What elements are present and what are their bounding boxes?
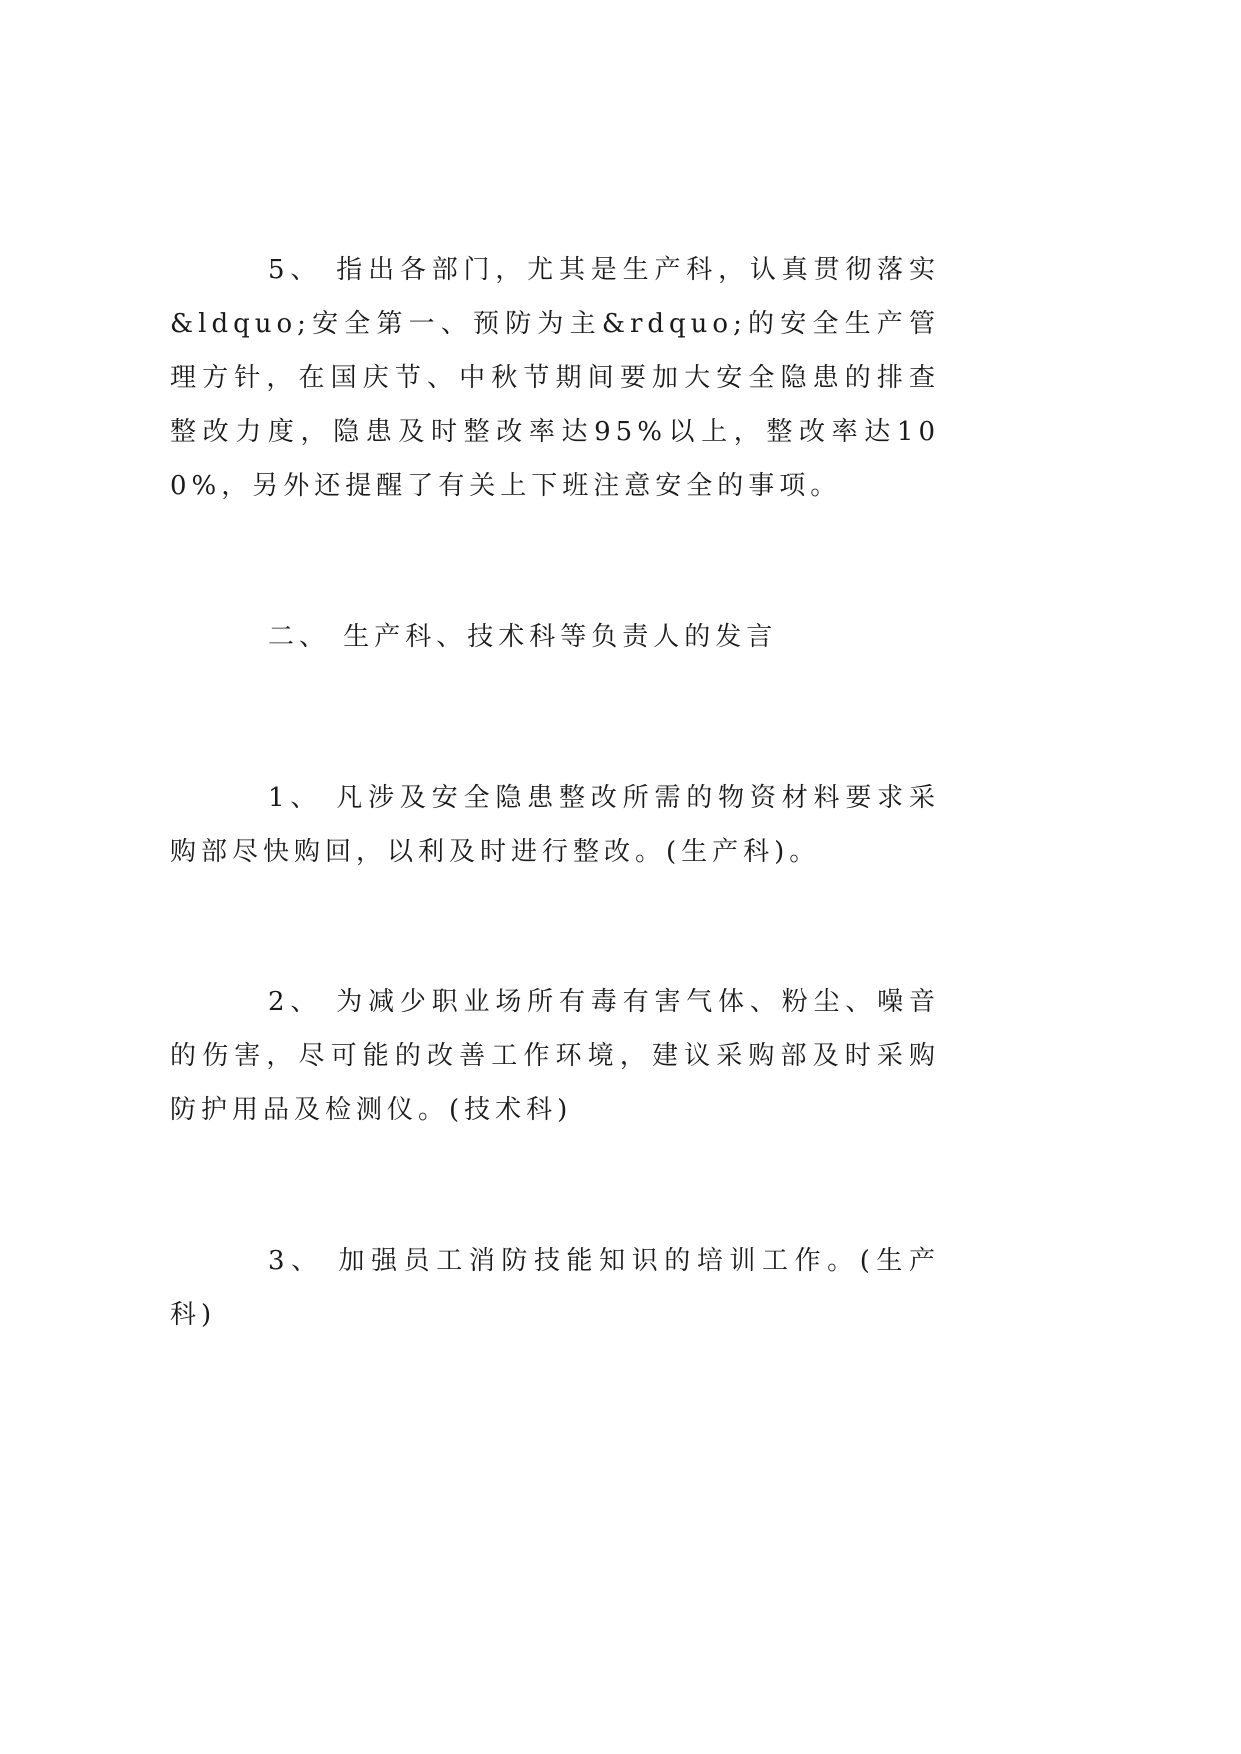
paragraph-item-3-fire-training: 3、 加强员工消防技能知识的培训工作。(生产科) [170,1246,940,1330]
paragraph-item-1-procurement: 1、 凡涉及安全隐患整改所需的物资材料要求采购部尽快购回，以利及时进行整改。(生产科)。 [170,783,940,867]
paragraph-item-5-safety-policy: 5、 指出各部门，尤其是生产科，认真贯彻落实&ldquo;安全第一、预防为主&rdquo;的安全生产管理方针，在国庆节、中秋节期间要加大安全隐患的排查整改力度，隐患及时整改率达95%以上，整改率达100%，另外还提醒了有关上下班注意安全的事项。 [170,255,940,501]
paragraph-item-2-protective-equipment: 2、 为减少职业场所有毒有害气体、粉尘、噪音的伤害，尽可能的改善工作环境，建议采购部及时采购防护用品及检测仪。(技术科) [170,987,940,1125]
section-heading-department-remarks: 二、 生产科、技术科等负责人的发言 [268,622,778,652]
